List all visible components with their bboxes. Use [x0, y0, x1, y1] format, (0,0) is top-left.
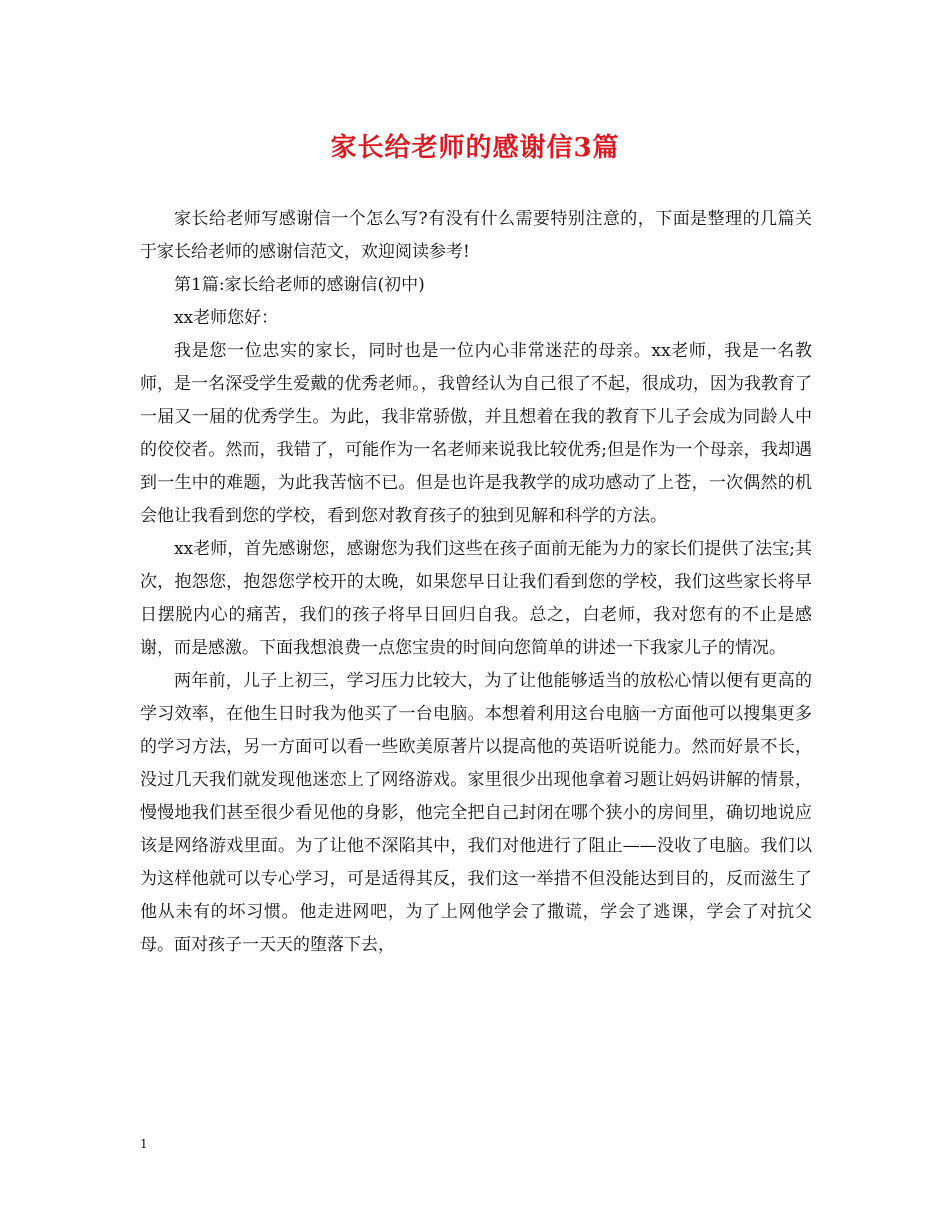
page-number: 1: [140, 1137, 148, 1151]
paragraph-salutation: xx老师您好：: [174, 308, 279, 328]
paragraph-intro: 家长给老师写感谢信一个怎么写?有没有什么需要特别注意的，下面是整理的几篇关于家长给老师的感谢信范文，欢迎阅读参考!: [140, 209, 812, 262]
body-text: [140, 203, 812, 962]
paragraph-body: xx老师，首先感谢您，感谢您为我们这些在孩子面前无能为力的家长们提供了法宝;其次，抱怨您，抱怨您学校开的太晚，如果您早日让我们看到您的学校，我们这些家长将早日摆脱内心的痛苦，我们的孩子将早日回归自我。总之，白老师，我对您有的不止是感谢，而是感激。下面我想浪费一点您宝贵的时间向您简单的讲述一下我家儿子的情况。: [140, 539, 812, 658]
paragraph-section-heading: 第1篇:家长给老师的感谢信(初中): [174, 275, 425, 295]
page-title: 家长给老师的感谢信3篇: [330, 133, 620, 163]
paragraph-body: 两年前，儿子上初三，学习压力比较大，为了让他能够适当的放松心情以便有更高的学习效率，在他生日时我为他买了一台电脑。本想着利用这台电脑一方面他可以搜集更多的学习方法，另一方面可以看一些欧美原著片以提高他的英语听说能力。然而好景不长，没过几天我们就发现他迷恋上了网络游戏。家里很少出现他拿着习题让妈妈讲解的情景，慢慢地我们甚至很少看见他的身影，他完全把自己封闭在哪个狭小的房间里，确切地说应该是网络游戏里面。为了让他不深陷其中，我们对他进行了阻止——没收了电脑。我们以为这样他就可以专心学习，可是适得其反，我们这一举措不但没能达到目的，反而滋生了他从未有的坏习惯。他走进网吧，为了上网他学会了撒谎，学会了逃课，学会了对抗父母。面对孩子一天天的堕落下去，: [140, 671, 812, 955]
paragraph-body: 我是您一位忠实的家长，同时也是一位内心非常迷茫的母亲。xx老师，我是一名教师，是一名深受学生爱戴的优秀老师。，我曾经认为自己很了不起，很成功，因为我教育了一届又一届的优秀学生。为此，我非常骄傲，并且想着在我的教育下儿子会成为同龄人中的佼佼者。然而，我错了，可能作为一名老师来说我比较优秀;但是作为一个母亲，我却遇到一生中的难题，为此我苦恼不已。但是也许是我教学的成功感动了上苍，一次偶然的机会他让我看到您的学校，看到您对教育孩子的独到见解和科学的方法。: [140, 341, 812, 526]
